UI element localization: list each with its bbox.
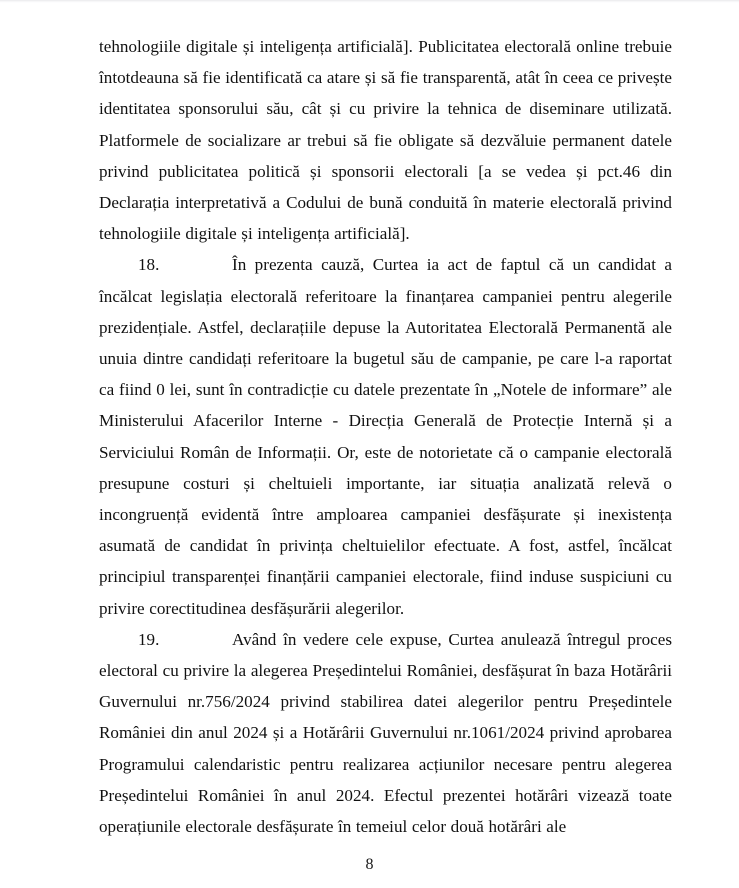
- page-top-edge: [0, 0, 739, 3]
- document-text-body: [99, 31, 672, 842]
- page-footer: [0, 855, 739, 875]
- page-number: 8: [365, 856, 374, 873]
- paragraph-number-18: 18.: [138, 255, 160, 275]
- paragraph-text: Având în vedere cele expuse, Curtea anulează întregul proces electoral cu privire la alegerea Președintelui României, desfășurat în baza Hotărârii Guvernului nr.756/2024 privind stabilirea datei alegerilor pentru Președintele României din anul 2024 și a Hotărârii Guvernului nr.1061/2024 privind aprobarea Programului calendaristic pentru realizarea acțiunilor necesare pentru alegerea Președintelui României în anul 2024. Efectul prezentei hotărâri vizează toate operațiunile electorale desfășurate în temeiul celor două hotărâri ale: [99, 629, 672, 837]
- paragraph-text: tehnologiile digitale și inteligența artificială]. Publicitatea electorală online trebuie întotdeauna să fie identificată ca atare și să fie transparentă, atât în ceea ce privește identitatea sponsorului său, cât și cu privire la tehnica de diseminare utilizată. Platformele de socializare ar trebui să fie obligate să dezvăluie permanent datele privind publicitatea politică și sponsorii electorali [a se vedea și pct.46 din Declarația interpretativă a Codului de bună conduită în materie electorală privind tehnologiile digitale și inteligența artificială].: [99, 37, 672, 244]
- paragraph-number-19: 19.: [138, 629, 160, 649]
- paragraph-continuation: [99, 31, 672, 249]
- paragraph-18: [99, 249, 672, 623]
- paragraph-19: [99, 624, 672, 842]
- paragraph-text: În prezenta cauză, Curtea ia act de faptul că un candidat a încălcat legislația electorală referitoare la finanțarea campaniei pentru alegerile prezidențiale. Astfel, declarațiile depuse la Autoritatea Electorală Permanentă ale unuia dintre candidați referitoare la bugetul său de campanie, pe care l-a raportat ca fiind 0 lei, sunt în contradicție cu datele prezentate în „Notele de informare” ale Ministerului Afacerilor Interne - Direcția Generală de Protecție Internă și a Serviciului Român de Informații. Or, este de notorietate că o campanie electorală presupune costuri și cheltuieli importante, iar situația analizată relevă o incongruență evidentă între amploarea campaniei desfășurate și inexistența asumată de candidat în privința cheltuielilor efectuate. A fost, astfel, încălcat principiul transparenței finanțării campaniei electorale, fiind induse suspiciuni cu privire corectitudinea desfășurării alegerilor.: [99, 255, 672, 618]
